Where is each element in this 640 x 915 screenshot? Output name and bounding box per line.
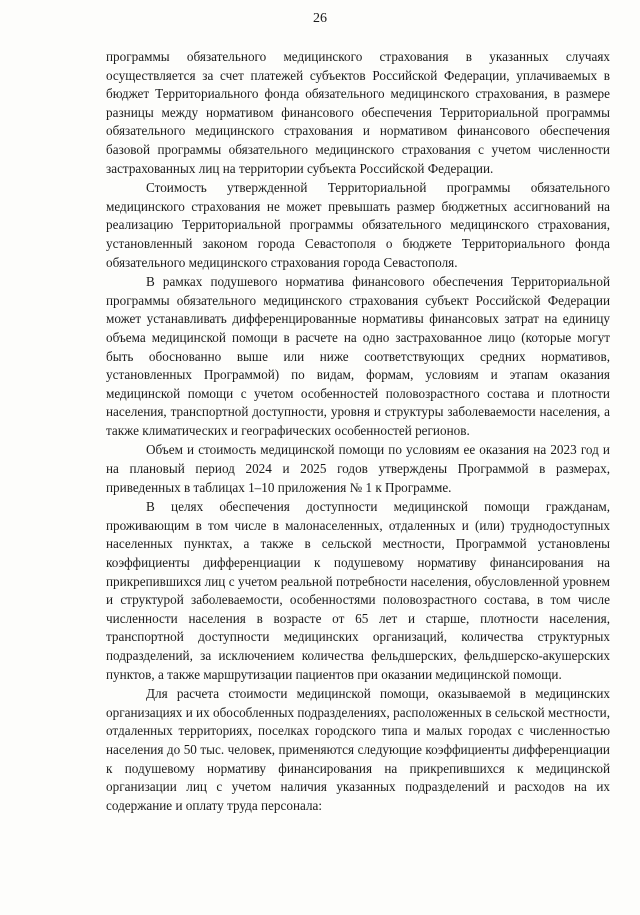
- paragraph-accessibility: В целях обеспечения доступности медицинской помощи гражданам, проживающим в том числе в малонаселенных, отдаленных и (или) труднодоступных населенных пунктах, а также в сельской местности, Программой установлены коэффициенты дифференциации к подушевому нормативу финансирования на прикрепившихся лиц с учетом реальной потребности населения, обусловленной уровнем и структурой заболеваемости, особенностями половозрастного состава, в том числе численности населения в возрасте от 65 лет и старше, плотности населения, транспортной доступности медицинских организаций, количества структурных подразделений, за исключением количества фельдшерских, фельдшерско-акушерских пунктов, а также маршрутизации пациентов при оказании медицинской помощи.: [106, 499, 610, 682]
- paragraph-continuation: программы обязательного медицинского страхования в указанных случаях осуществляется за счет платежей субъектов Российской Федерации, уплачиваемых в бюджет Территориального фонда обязательного медицинского страхования, в размере разницы между нормативом финансового обеспечения Территориальной программы обязательного медицинского страхования и нормативом финансового обеспечения базовой программы обязательного медицинского страхования с учетом численности застрахованных лиц на территории субъекта Российской Федерации.: [106, 49, 610, 176]
- paragraph-volume-and-cost: Объем и стоимость медицинской помощи по условиям ее оказания на 2023 год и на плановый период 2024 и 2025 годов утверждены Программой в размерах, приведенных в таблицах 1–10 приложения № 1 к Программе.: [106, 442, 610, 495]
- body-text: [106, 48, 610, 815]
- paragraph-per-capita-normative: В рамках подушевого норматива финансового обеспечения Территориальной программы обязательного медицинского страхования субъект Российской Федерации может устанавливать дифференцированные нормативы финансовых затрат на единицу объема медицинской помощи в расчете на одно застрахованное лицо (которые могут быть обоснованно выше или ниже соответствующих средних нормативов, установленных Программой) по видам, формам, условиям и этапам оказания медицинской помощи с учетом особенностей половозрастного состава и плотности населения, транспортной доступности, уровня и структуры заболеваемости населения, а также климатических и географических особенностей регионов.: [106, 274, 610, 438]
- paragraph-differentiation-coefficients: Для расчета стоимости медицинской помощи, оказываемой в медицинских организациях и их обособленных подразделениях, расположенных в сельской местности, отдаленных территориях, поселках городского типа и малых городах с численностью населения до 50 тыс. человек, применяются следующие коэффициенты дифференциации к подушевому нормативу финансирования на прикрепившихся к медицинской организации лиц с учетом наличия указанных подразделений и расходов на их содержание и оплату труда персонала:: [106, 686, 611, 813]
- page-number: 26: [313, 11, 327, 26]
- paragraph-program-cost: Стоимость утвержденной Территориальной программы обязательного медицинского страхования не может превышать размер бюджетных ассигнований на реализацию Территориальной программы обязательного медицинского страхования, установленный законом города Севастополя о бюджете Территориального фонда обязательного медицинского страхования города Севастополя.: [106, 180, 610, 270]
